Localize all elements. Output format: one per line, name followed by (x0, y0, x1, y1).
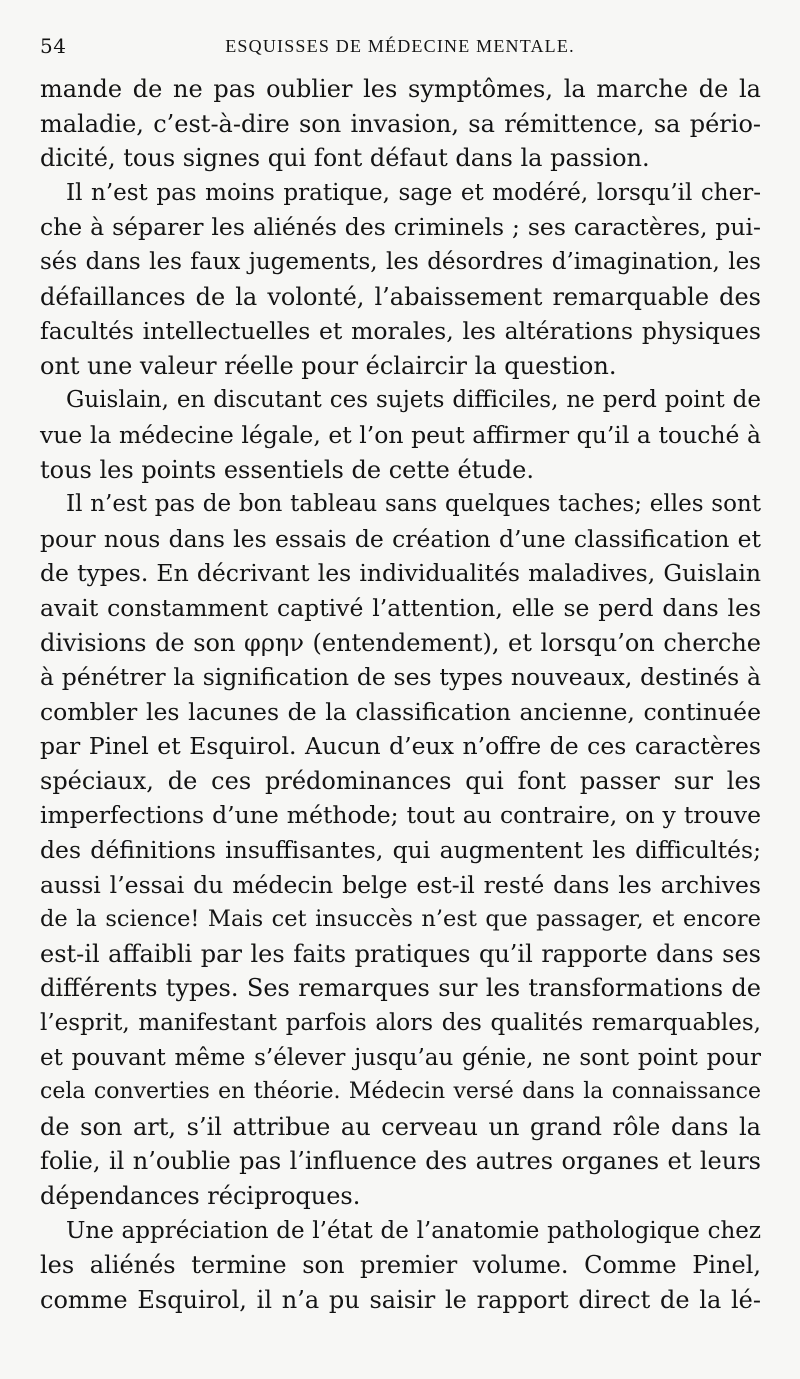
text-line: de types. En décrivant les individualités maladives, Guislain (40, 559, 761, 588)
text-line: de son art, s’il attribue au cerveau un grand rôle dans la (40, 1112, 761, 1141)
body-text (40, 72, 761, 1317)
text-line: cela converties en théorie. Médecin versé dans la connaissance (40, 1079, 761, 1105)
running-title: ESQUISSES DE MÉDECINE MENTALE. (225, 36, 575, 56)
text-line: par Pinel et Esquirol. Aucun d’eux n’offre de ces caractères (40, 732, 761, 761)
text-line: pour nous dans les essais de création d’une classification et (40, 524, 761, 553)
text-line: che à séparer les aliénés des criminels ; ses caractères, pui- (40, 213, 761, 242)
text-line: les aliénés termine son premier volume. Comme Pinel, (40, 1251, 761, 1280)
page-number: 54 (40, 34, 67, 58)
text-line: combler les lacunes de la classification ancienne, continuée (40, 697, 761, 726)
text-line: aussi l’essai du médecin belge est-il resté dans les archives (40, 870, 761, 899)
text-line: et pouvant même s’élever jusqu’au génie, ne sont point pour (40, 1044, 761, 1071)
text-line: divisions de son φρην (entendement), et lorsqu’on cherche (40, 628, 761, 657)
text-line: à pénétrer la signification de ses types nouveaux, destinés à (40, 663, 761, 692)
text-line: maladie, c’est-à-dire son invasion, sa rémittence, sa pério- (40, 109, 761, 138)
text-line: différents types. Ses remarques sur les transformations de (40, 974, 761, 1003)
text-line: l’esprit, manifestant parfois alors des qualités remarquables, (40, 1010, 761, 1037)
text-line: spéciaux, de ces prédominances qui font passer sur les (40, 766, 761, 795)
text-line: mande de ne pas oublier les symptômes, la marche de la (40, 75, 761, 103)
text-line: facultés intellectuelles et morales, les altérations physiques (40, 317, 761, 346)
text-line: est-il affaibli par les faits pratiques qu’il rapporte dans ses (40, 939, 761, 968)
text-line: sés dans les faux jugements, les désordres d’imagination, les (40, 248, 761, 275)
text-line: Une appréciation de l’état de l’anatomie pathologique chez (66, 1217, 761, 1244)
text-line: imperfections d’une méthode; tout au contraire, on y trouve (40, 801, 761, 830)
text-line: dépendances réciproques. (40, 1182, 361, 1210)
text-line: comme Esquirol, il n’a pu saisir le rapport direct de la lé- (40, 1285, 761, 1314)
text-line: défaillances de la volonté, l’abaissement remarquable des (40, 282, 761, 311)
text-line: Il n’est pas de bon tableau sans quelques taches; elles sont (66, 491, 761, 518)
text-line: Il n’est pas moins pratique, sage et modéré, lorsqu’il cher- (66, 179, 761, 206)
text-line: dicité, tous signes qui font défaut dans la passion. (40, 144, 650, 173)
text-line: des définitions insuffisantes, qui augmentent les difficultés; (40, 836, 761, 865)
text-line: tous les points essentiels de cette étude. (40, 455, 534, 484)
text-line: vue la médecine légale, et l’on peut affirmer qu’il a touché à (40, 420, 761, 449)
page-header (40, 34, 760, 64)
text-line: de la science! Mais cet insuccès n’est que passager, et encore (40, 906, 761, 933)
text-line: Guislain, en discutant ces sujets difficiles, ne perd point de (66, 387, 761, 414)
text-line: ont une valeur réelle pour éclaircir la question. (40, 351, 617, 380)
text-line: folie, il n’oublie pas l’influence des autres organes et leurs (40, 1147, 761, 1176)
text-line: avait constamment captivé l’attention, elle se perd dans les (40, 593, 761, 622)
